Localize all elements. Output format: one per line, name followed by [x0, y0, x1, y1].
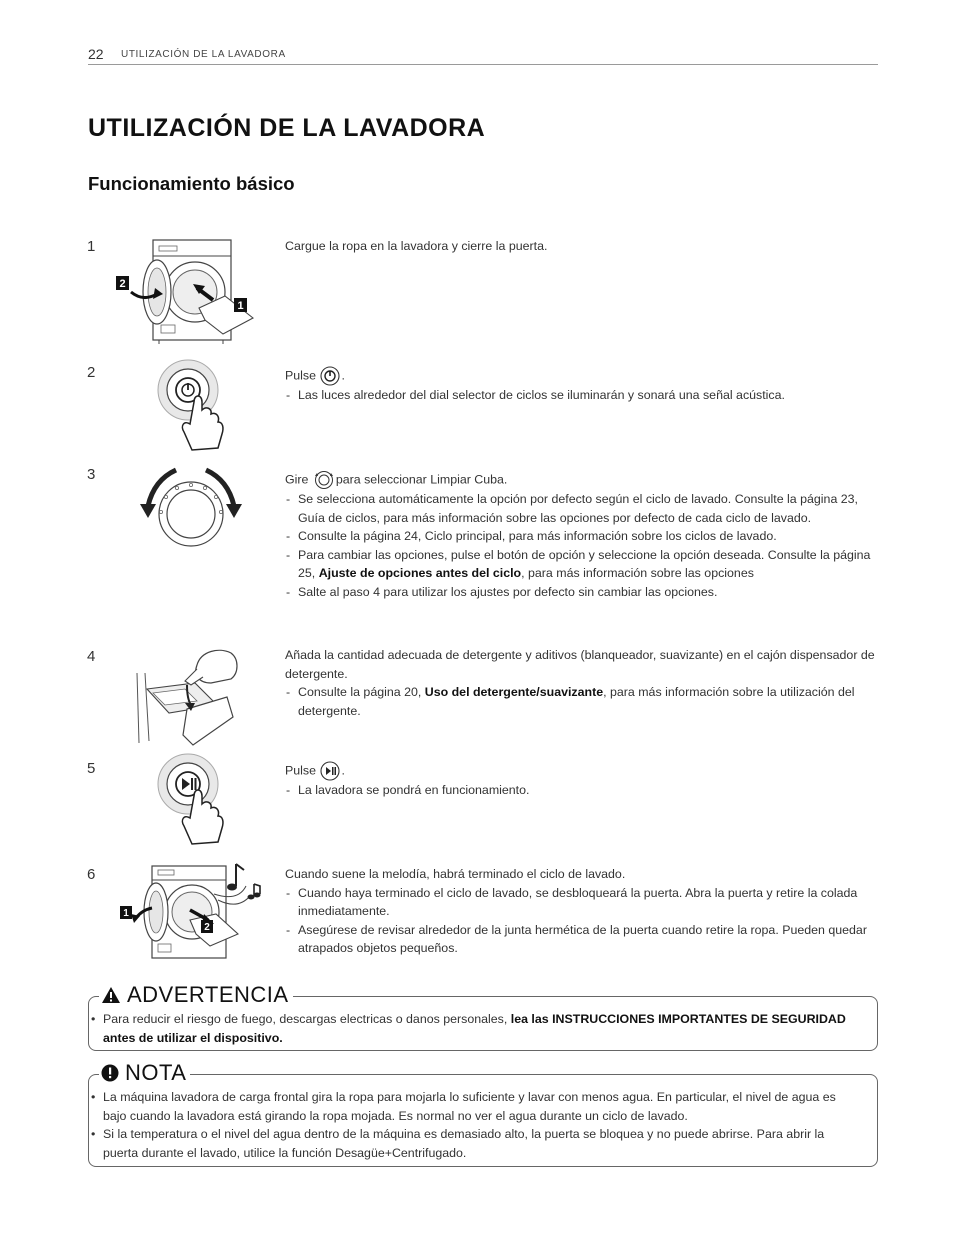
- step-4-bullet: - Consulte la página 20, Uso del detergente/suavizante, para más información sobre la utilización del detergente.: [285, 683, 880, 720]
- step-text-1: [285, 237, 880, 256]
- warning-item: • Para reducir el riesgo de fuego, descargas electricas o danos personales, lea las INSTRUCCIONES IMPORTANTES DE SEGURIDAD antes de utilizar el dispositivo.: [89, 1010, 847, 1047]
- step-4-instruction: Añada la cantidad adecuada de detergente y aditivos (blanqueador, suavizante) en el cajón dispensador de detergente.: [285, 648, 875, 681]
- step-text-4: [285, 646, 880, 720]
- running-header: UTILIZACIÓN DE LA LAVADORA: [121, 49, 286, 60]
- step-6-bullet: - Asegúrese de revisar alrededor de la junta hermética de la puerta cuando retire la ropa. Pueden quedar atrapados objetos pequeños.: [285, 921, 880, 958]
- step-2-bullet: - Las luces alrededor del dial selector de ciclos se iluminarán y sonará una señal acústica.: [285, 386, 880, 405]
- step-3-bullet: - Salte al paso 4 para utilizar los ajustes por defecto sin cambiar las opciones.: [285, 583, 880, 602]
- unload-laundry-illustration: [118, 860, 268, 964]
- warning-emphasis: lea las INSTRUCCIONES IMPORTANTES DE SEGURIDAD antes de utilizar el dispositivo.: [103, 1012, 846, 1045]
- note-item: • La máquina lavadora de carga frontal gira la ropa para mojarla lo suficiente y lavar con menos agua. En particular, el nivel de agua es bajo cuando la lavadora está girando la ropa mojada. Es normal no ver el agua durante un ciclo de lavado.: [89, 1088, 859, 1125]
- press-start-pause-illustration: [150, 752, 230, 848]
- power-icon: [320, 366, 340, 386]
- step-text-5: Pulse . - La lavadora se pondrá en funcionamiento.: [285, 761, 880, 800]
- svg-text:2: 2: [204, 922, 210, 933]
- note-title: NOTA: [99, 1060, 190, 1086]
- step-number-3: 3: [87, 466, 96, 483]
- svg-text:1: 1: [237, 300, 244, 312]
- step-6-bullet: - Cuando haya terminado el ciclo de lavado, se desbloqueará la puerta. Abra la puerta y retire la colada inmediatamente.: [285, 884, 880, 921]
- note-item: • Si la temperatura o el nivel del agua dentro de la máquina es demasiado alto, la puerta se bloquea y no puede abrirse. Para abrir la puerta durante el lavado, utilice la función Desagüe+Centrifugado.: [89, 1125, 859, 1162]
- page-header: [88, 46, 878, 65]
- note-box: [88, 1060, 878, 1167]
- step-1-instruction: Cargue la ropa en la lavadora y cierre la puerta.: [285, 239, 548, 253]
- step-number-4: 4: [87, 648, 96, 665]
- step-number-2: 2: [87, 364, 96, 381]
- cycle-dial-icon: [313, 470, 335, 490]
- step-number-5: 5: [87, 760, 96, 777]
- load-laundry-illustration: [113, 236, 263, 348]
- link-ajuste-opciones: Ajuste de opciones antes del ciclo: [318, 566, 522, 580]
- step-3-bullet: - Se selecciona automáticamente la opción por defecto según el ciclo de lavado. Consulte la página 23, Guía de ciclos, para más información sobre las opciones por defecto de cada ciclo de lavado.: [285, 490, 880, 527]
- step-number-1: 1: [87, 238, 96, 255]
- section-title: Funcionamiento básico: [88, 173, 295, 194]
- start-pause-icon: [320, 761, 340, 781]
- step-number-6: 6: [87, 866, 96, 883]
- step-3-bullet: - Para cambiar las opciones, pulse el botón de opción y seleccione la opción deseada. Consulte la página 25, Ajuste de opciones antes del ciclo, para más información sobre las opciones: [285, 546, 880, 583]
- step-text-6: [285, 865, 880, 958]
- step-5-bullet: - La lavadora se pondrá en funcionamiento.: [285, 781, 880, 800]
- warning-triangle-icon: [101, 986, 121, 1004]
- step-text-2: Pulse . - Las luces alrededor del dial selector de ciclos se iluminarán y sonará una señal acústica.: [285, 366, 880, 405]
- svg-text:1: 1: [123, 908, 129, 919]
- add-detergent-illustration: [135, 643, 245, 747]
- note-exclamation-icon: [101, 1064, 119, 1082]
- page-number: 22: [88, 46, 104, 62]
- step-text-3: Gire para seleccionar Limpiar Cuba. - Se selecciona automáticamente la opción por defecto según el ciclo de lavado. Consulte la página 23, Guía de ciclos, para más información sobre las opciones por defecto de cada ciclo de lavado. - Consulte la página 24, Ciclo principal, para más información sobre los ciclos de lavado. - Para cambiar las opciones, pulse el botón de opción y seleccione la opción deseada. Consulte la página 25, Ajuste de opciones antes del ciclo, para más información sobre las opciones - Salte al paso 4 para utilizar los ajustes por defecto sin cambiar las opciones.: [285, 470, 880, 601]
- svg-text:2: 2: [119, 278, 126, 290]
- link-uso-detergente: Uso del detergente/suavizante: [424, 685, 604, 699]
- step-6-instruction: Cuando suene la melodía, habrá terminado el ciclo de lavado.: [285, 867, 626, 881]
- warning-box: [88, 982, 878, 1051]
- step-3-bullet: - Consulte la página 24, Ciclo principal, para más información sobre los ciclos de lavado.: [285, 527, 880, 546]
- turn-dial-illustration: [136, 462, 246, 562]
- page-title: UTILIZACIÓN DE LA LAVADORA: [88, 114, 486, 142]
- warning-title: ADVERTENCIA: [99, 982, 293, 1008]
- press-power-button-illustration: [150, 358, 230, 454]
